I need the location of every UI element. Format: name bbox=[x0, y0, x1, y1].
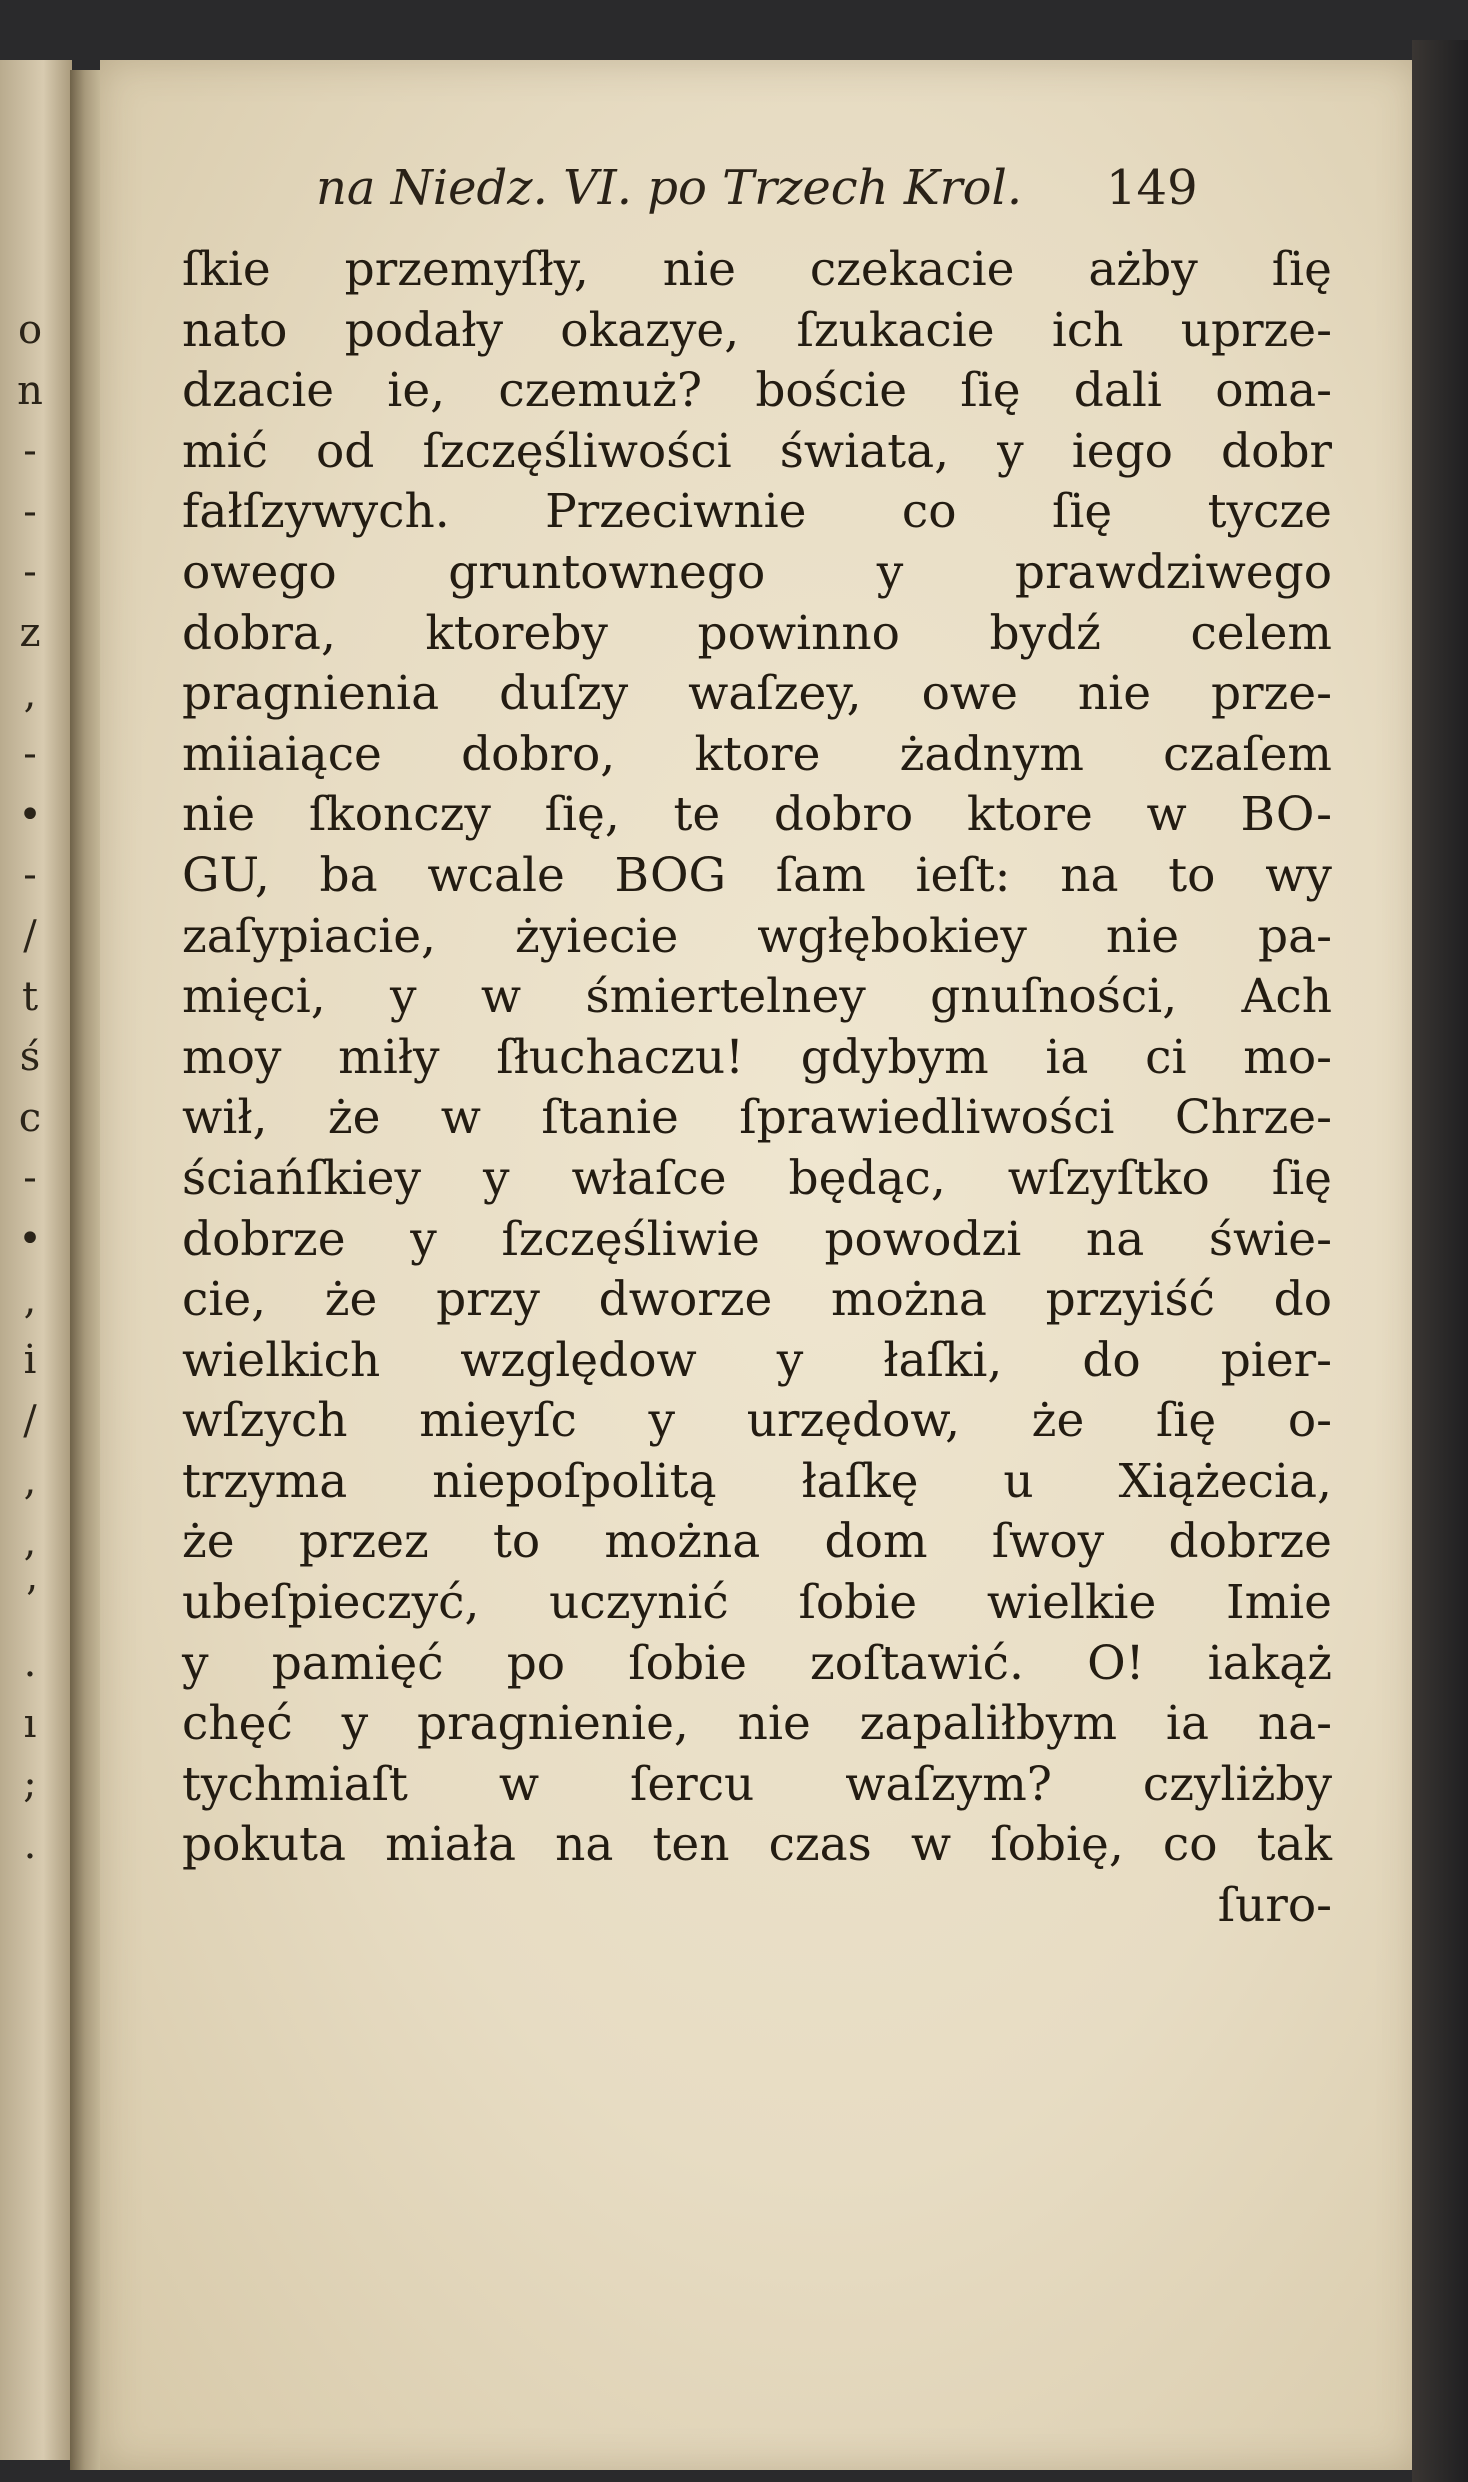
margin-mark: . bbox=[23, 1640, 37, 1687]
margin-mark: , bbox=[23, 1518, 37, 1565]
text-line: moy miły ſłuchaczu! gdybym ia ci mo- bbox=[182, 1029, 1332, 1085]
margin-mark: ś bbox=[19, 1034, 41, 1081]
running-header bbox=[316, 160, 1216, 230]
margin-mark: , bbox=[23, 670, 37, 717]
text-line: ubeſpieczyć, uczynić ſobie wielkie Imie bbox=[182, 1575, 1332, 1631]
text-line: wielkich względow y łaſki, do pier- bbox=[182, 1332, 1332, 1388]
text-line: mięci, y w śmiertelney gnuſności, Ach bbox=[182, 969, 1332, 1025]
margin-mark: z bbox=[19, 609, 41, 656]
text-line: nato podały okazye, ſzukacie ich uprze- bbox=[182, 302, 1332, 358]
margin-mark: ʼ bbox=[23, 1579, 37, 1626]
margin-mark: - bbox=[23, 731, 37, 778]
margin-mark: ; bbox=[23, 1761, 37, 1808]
text-line: że przez to można dom ſwoy dobrze bbox=[182, 1514, 1332, 1570]
text-line: pragnienia duſzy waſzey, owe nie prze- bbox=[182, 666, 1332, 722]
margin-mark: - bbox=[23, 428, 37, 475]
text-line: y pamięć po ſobie zoſtawić. O! iakąż bbox=[182, 1635, 1332, 1691]
margin-mark: • bbox=[18, 1215, 42, 1262]
text-line: dobra, ktoreby powinno bydź celem bbox=[182, 605, 1332, 661]
text-line: wſzych mieyſc y urzędow, że ſię o- bbox=[182, 1393, 1332, 1449]
margin-mark: / bbox=[23, 1397, 37, 1444]
text-line: ściańſkiey y właſce będąc, wſzyſtko ſię bbox=[182, 1150, 1332, 1206]
text-line: dobrze y ſzczęśliwie powodzi na świe- bbox=[182, 1211, 1332, 1267]
margin-mark: , bbox=[23, 1458, 37, 1505]
margin-mark: • bbox=[18, 791, 42, 838]
margin-mark: n bbox=[17, 367, 43, 414]
running-header-title: na Niedz. VI. po Trzech Krol. bbox=[316, 160, 1023, 216]
margin-mark: - bbox=[23, 852, 37, 899]
text-line: cie, że przy dworze można przyiść do bbox=[182, 1272, 1332, 1328]
margin-mark: - bbox=[23, 1155, 37, 1202]
text-line: nie ſkonczy ſię, te dobro ktore w BO- bbox=[182, 787, 1332, 843]
margin-mark: , bbox=[23, 1276, 37, 1323]
margin-mark: o bbox=[17, 307, 43, 353]
text-line: tychmiaſt w ſercu waſzym? czyliżby bbox=[182, 1756, 1332, 1812]
facing-page-edge bbox=[0, 60, 72, 2460]
catchword: ſuro- bbox=[1217, 1878, 1332, 1934]
margin-mark: - bbox=[23, 549, 37, 596]
text-line: GU, ba wcale BOG ſam ieſt: na to wy bbox=[182, 847, 1332, 903]
margin-mark: c bbox=[18, 1094, 42, 1141]
margin-mark: ı bbox=[23, 1700, 37, 1747]
text-line: mić od ſzczęśliwości świata, y iego dobr bbox=[182, 423, 1332, 479]
facing-page-margin-marks bbox=[8, 300, 52, 1875]
text-line: pokuta miała na ten czas w ſobię, co tak bbox=[182, 1817, 1332, 1873]
text-line: fałſzywych. Przeciwnie co ſię tycze bbox=[182, 484, 1332, 540]
margin-mark: . bbox=[23, 1821, 37, 1868]
text-line: miiaiące dobro, ktore żadnym czaſem bbox=[182, 726, 1332, 782]
body-text bbox=[182, 240, 1332, 1937]
text-line: wił, że w ſtanie ſprawiedliwości Chrze- bbox=[182, 1090, 1332, 1146]
text-line: owego gruntownego y prawdziwego bbox=[182, 544, 1332, 600]
scan-background-edge bbox=[1412, 40, 1468, 2482]
margin-mark: t bbox=[21, 973, 39, 1020]
text-line: dzacie ie, czemuż? boście ſię dali oma- bbox=[182, 363, 1332, 419]
text-line: zaſypiacie, żyiecie wgłębokiey nie pa- bbox=[182, 908, 1332, 964]
page-number: 149 bbox=[1106, 160, 1198, 216]
margin-mark: / bbox=[23, 912, 37, 959]
book-gutter bbox=[70, 70, 104, 2470]
text-line: ſkie przemyſły, nie czekacie ażby ſię bbox=[182, 242, 1332, 297]
margin-mark: i bbox=[23, 1337, 37, 1384]
margin-mark: - bbox=[23, 488, 37, 535]
text-line: chęć y pragnienie, nie zapaliłbym ia na- bbox=[182, 1696, 1332, 1752]
text-line: trzyma niepoſpolitą łaſkę u Xiążecia, bbox=[182, 1453, 1332, 1509]
